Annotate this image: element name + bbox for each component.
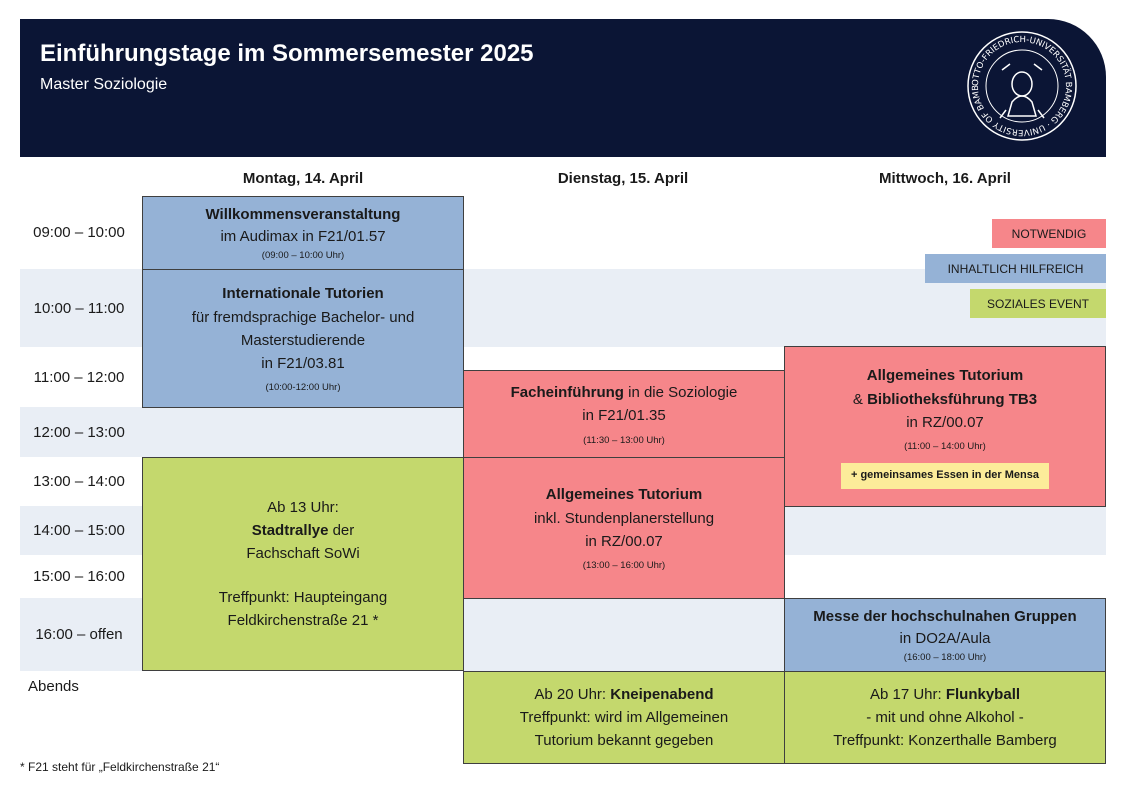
event-time: (16:00 – 18:00 Uhr)	[903, 652, 987, 664]
time-label: 15:00 – 16:00	[33, 568, 125, 585]
event-text: in die Soziologie	[623, 384, 738, 402]
event-facheinfuehrung	[463, 370, 785, 458]
event-text: Masterstudierende	[240, 331, 366, 349]
event-time: (09:00 – 10:00 Uhr)	[261, 250, 345, 262]
time-label: 16:00 – offen	[35, 626, 123, 643]
legend-notwendig: NOTWENDIG	[992, 219, 1106, 248]
event-kneipenabend	[463, 671, 785, 764]
event-allgemeines-tutorium-mittwoch	[784, 346, 1106, 507]
page-title: Einführungstage im Sommersemester 2025	[40, 40, 534, 67]
day-header-monday: Montag, 14. April	[242, 170, 364, 187]
event-internationale-tutorien	[142, 269, 464, 408]
time-label: 10:00 – 11:00	[33, 299, 125, 317]
event-location: in F21/01.35	[582, 407, 666, 425]
event-meeting-point: Feldkirchenstraße 21 *	[227, 611, 379, 629]
event-title: Allgemeines Tutorium	[545, 486, 703, 504]
time-label: 12:00 – 13:00	[33, 423, 125, 441]
event-title: Allgemeines Tutorium	[866, 367, 1024, 385]
university-seal-logo	[966, 30, 1078, 142]
event-title: Bibliotheksführung TB3	[867, 390, 1038, 408]
event-flunkyball	[784, 671, 1106, 764]
event-text: Ab 13 Uhr:	[267, 498, 339, 516]
event-text: Ab 20 Uhr:	[534, 685, 611, 703]
event-meeting-point: Tutorium bekannt gegeben	[534, 732, 714, 750]
time-label: 13:00 – 14:00	[33, 473, 125, 490]
time-label: 14:00 – 15:00	[33, 522, 125, 539]
event-title: Kneipenabend	[610, 685, 714, 703]
time-label: 09:00 – 10:00	[33, 224, 125, 241]
event-location: in RZ/00.07	[585, 532, 663, 550]
time-label-evening: Abends	[28, 678, 79, 695]
event-location: im Audimax in F21/01.57	[220, 227, 386, 245]
event-text: für fremdsprachige Bachelor- und	[191, 308, 415, 326]
legend-soziales-event: SOZIALES EVENT	[970, 289, 1106, 318]
svg-text:OTTO-FRIEDRICH-UNIVERSITÄT BAM: OTTO-FRIEDRICH-UNIVERSITÄT BAMBERG · UNIVERSITY OF BAMB	[970, 34, 1074, 138]
page-subtitle: Master Soziologie	[40, 76, 168, 93]
event-text: &	[852, 390, 868, 408]
event-text: inkl. Stundenplanerstellung	[533, 509, 715, 527]
event-time: (11:30 – 13:00 Uhr)	[583, 434, 665, 446]
event-location: in F21/03.81	[261, 355, 345, 373]
event-willkommensveranstaltung	[142, 196, 464, 270]
event-messe	[784, 598, 1106, 672]
event-meeting-point: Treffpunkt: Haupteingang	[218, 588, 388, 606]
day-header-wednesday: Mittwoch, 16. April	[879, 170, 1011, 187]
event-time: (10:00-12:00 Uhr)	[265, 382, 341, 394]
event-stadtrallye	[142, 457, 464, 671]
event-location: in RZ/00.07	[906, 413, 984, 431]
event-title: Willkommensveranstaltung	[205, 206, 401, 224]
mensa-note-badge: + gemeinsames Essen in der Mensa	[841, 463, 1049, 488]
event-title: Messe der hochschulnahen Gruppen	[813, 608, 1077, 626]
event-time: (13:00 – 16:00 Uhr)	[582, 560, 666, 572]
event-text: Ab 17 Uhr:	[869, 685, 946, 703]
event-location: in DO2A/Aula	[899, 629, 991, 647]
event-title: Flunkyball	[945, 685, 1021, 703]
time-label: 11:00 – 12:00	[33, 368, 125, 386]
event-time: (11:00 – 14:00 Uhr)	[904, 441, 986, 453]
event-text: - mit und ohne Alkohol -	[866, 708, 1024, 726]
event-title: Internationale Tutorien	[222, 285, 384, 303]
event-meeting-point: Treffpunkt: wird im Allgemeinen	[519, 708, 729, 726]
event-text: der	[328, 522, 355, 540]
day-header-tuesday: Dienstag, 15. April	[557, 170, 689, 187]
legend-inhaltlich-hilfreich: INHALTLICH HILFREICH	[925, 254, 1106, 283]
footnote: * F21 steht für „Feldkirchenstraße 21“	[20, 760, 220, 774]
event-meeting-point: Treffpunkt: Konzerthalle Bamberg	[833, 732, 1057, 750]
event-title: Facheinführung	[510, 384, 624, 402]
event-text: Fachschaft SoWi	[246, 545, 360, 563]
event-allgemeines-tutorium-dienstag	[463, 457, 785, 599]
event-title: Stadtrallye	[251, 522, 329, 540]
